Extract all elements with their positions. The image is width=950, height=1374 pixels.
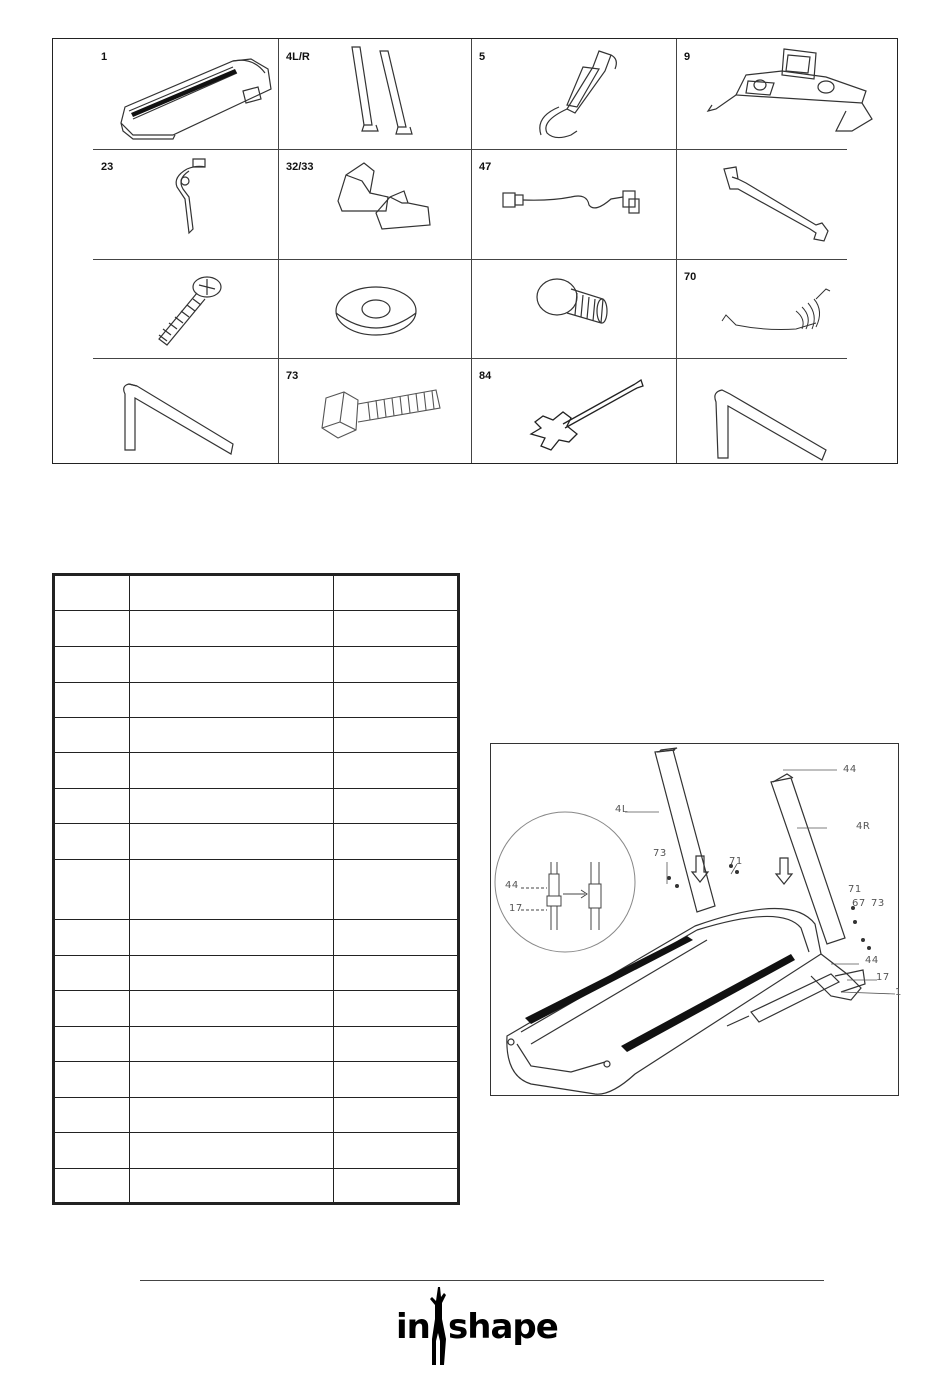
parts-table [52,573,460,1205]
callout-67: 67 [852,898,866,909]
part-cell-bolt [471,259,676,358]
callout-44-mid: 44 [865,955,879,966]
part-cell-screw [93,259,278,358]
table-cell [130,956,334,991]
table-cell [54,824,130,860]
callout-71-b: 71 [848,884,862,895]
safety-key-icon [93,149,278,259]
table-cell [334,718,459,753]
table-cell [54,683,130,718]
table-cell [54,991,130,1027]
table-cell [334,575,459,611]
part-cell-4lr [278,39,471,149]
table-cell [334,789,459,824]
table-cell [54,575,130,611]
table-row [54,956,459,991]
table-cell [54,956,130,991]
table-cell [334,1062,459,1098]
coiled-wire-icon [676,259,897,358]
handlebar-sensor-icon [471,39,676,149]
table-row [54,575,459,611]
part-label: 1 [101,51,108,63]
part-cell-hex-key-a [93,358,278,463]
part-cell-32-33 [278,149,471,259]
table-cell [130,1169,334,1204]
callout-1: 1 [895,987,902,998]
table-cell [334,860,459,920]
table-row [54,683,459,718]
part-label: 84 [479,370,492,382]
table-cell [54,1027,130,1062]
hex-bolt-icon [278,358,471,463]
treadmill-base-icon [93,39,278,149]
table-cell [334,647,459,683]
table-row [54,1062,459,1098]
table-cell [334,956,459,991]
table-cell [130,683,334,718]
upright-posts-icon [278,39,471,149]
callout-44-top: 44 [843,764,857,775]
table-row [54,824,459,860]
part-cell-5 [471,39,676,149]
table-cell [54,647,130,683]
table-row [54,647,459,683]
footer-divider [140,1280,824,1281]
table-row [54,1169,459,1204]
part-cell-84 [471,358,676,463]
screw-icon [93,259,278,358]
cross-tool-icon [471,358,676,463]
part-label: 9 [684,51,691,63]
table-row [54,789,459,824]
table-cell [334,1169,459,1204]
table-cell [54,753,130,789]
part-cell-47 [471,149,676,259]
table-cell [130,1098,334,1133]
bolt-icon [471,259,676,358]
callout-17: 17 [876,972,890,983]
cable-icon [471,149,676,259]
table-row [54,991,459,1027]
table-row [54,753,459,789]
part-cell-wrench [676,149,897,259]
part-cell-70 [676,259,897,358]
table-cell [334,824,459,860]
callout-73-b: 73 [871,898,885,909]
part-cell-hex-key-b [676,358,897,463]
table-cell [54,611,130,647]
table-row [54,718,459,753]
part-label: 4L/R [286,51,310,63]
table-cell [54,789,130,824]
table-cell [130,611,334,647]
table-cell [334,611,459,647]
table-cell [130,575,334,611]
table-cell [130,1133,334,1169]
part-label: 5 [479,51,486,63]
hex-key-icon [676,358,897,463]
table-row [54,860,459,920]
table-cell [54,1169,130,1204]
table-cell [130,920,334,956]
part-label: 73 [286,370,299,382]
callout-44-inset: 44 [505,880,519,891]
table-row [54,611,459,647]
table-cell [130,1062,334,1098]
table-cell [334,1133,459,1169]
table-cell [130,860,334,920]
table-cell [130,753,334,789]
table-cell [130,718,334,753]
part-cell-1 [93,39,278,149]
table-cell [54,860,130,920]
table-cell [334,1098,459,1133]
table-row [54,920,459,956]
table-cell [334,683,459,718]
table-cell [54,718,130,753]
table-cell [130,647,334,683]
table-cell [54,1098,130,1133]
table-cell [334,920,459,956]
parts-grid [52,38,898,464]
covers-icon [278,149,471,259]
table-cell [130,1027,334,1062]
part-cell-73 [278,358,471,463]
part-label: 32/33 [286,161,314,173]
table-cell [54,1062,130,1098]
callout-71-a: 71 [729,856,743,867]
table-cell [334,1027,459,1062]
treadmill-assembly-drawing [491,744,900,1097]
console-icon [676,39,897,149]
assembly-diagram [490,743,902,1096]
callout-4l: 4L [615,804,628,815]
part-cell-23 [93,149,278,259]
table-cell [130,991,334,1027]
part-label: 23 [101,161,114,173]
table-row [54,1133,459,1169]
table-cell [334,753,459,789]
table-cell [334,991,459,1027]
part-label: 47 [479,161,492,173]
callout-17-inset: 17 [509,903,523,914]
table-row [54,1027,459,1062]
table-cell [130,789,334,824]
callout-73: 73 [653,848,667,859]
table-cell [54,920,130,956]
wrench-icon [676,149,897,259]
logo-text-left: in [396,1307,430,1347]
washer-icon [278,259,471,358]
hex-key-icon [93,358,278,463]
callout-4r: 4R [856,821,871,832]
table-cell [130,824,334,860]
part-label: 70 [684,271,697,283]
table-cell [54,1133,130,1169]
part-cell-washer [278,259,471,358]
logo-text-right: shape [448,1307,558,1347]
table-row [54,1098,459,1133]
part-cell-9 [676,39,897,149]
inshape-logo [396,1285,556,1370]
